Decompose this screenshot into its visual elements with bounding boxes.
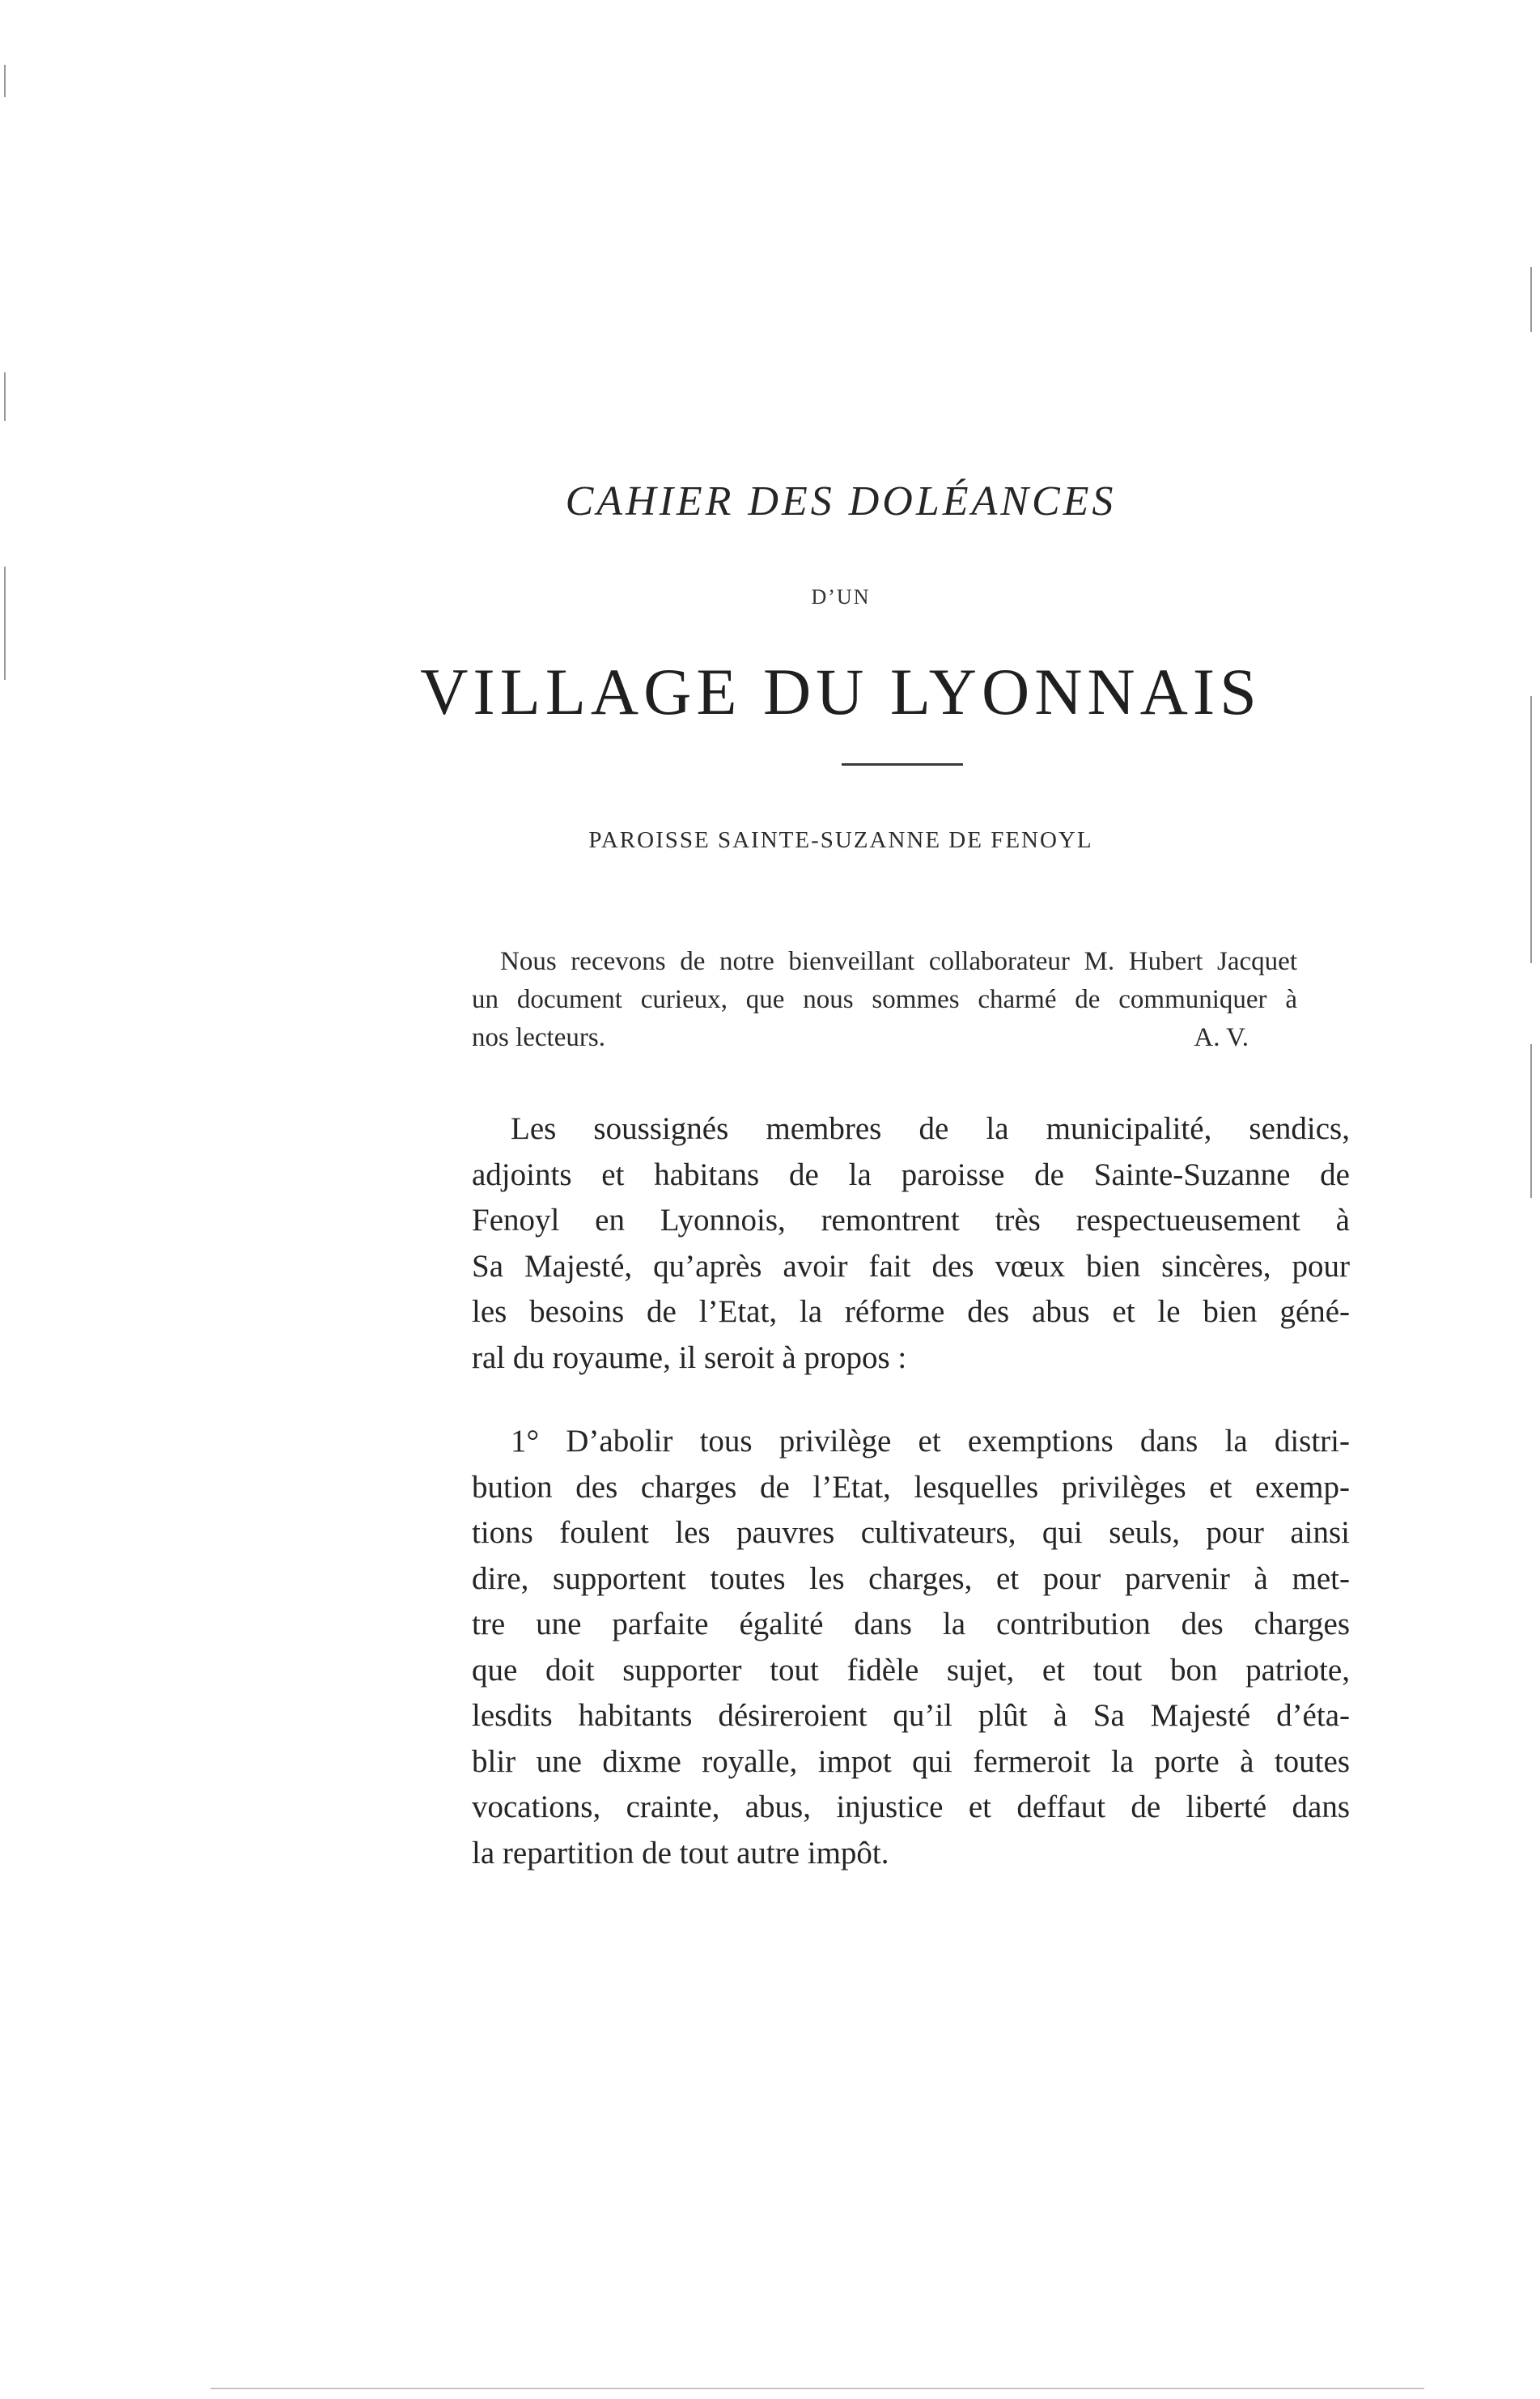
paragraph-line: Sa Majesté, qu’après avoir fait des vœux bien sincères, pour xyxy=(472,1248,1350,1284)
paragraph-line: blir une dixme royalle, impot qui fermeroit la porte à toutes xyxy=(472,1743,1350,1779)
scan-edge-mark xyxy=(1530,267,1532,332)
title-divider xyxy=(842,763,963,766)
scan-edge-mark xyxy=(1530,1044,1532,1198)
title-connector: D’UN xyxy=(811,585,871,609)
editor-note-line: nos lecteurs. xyxy=(472,1023,605,1052)
paragraph-line: tions foulent les pauvres cultivateurs, qui seuls, pour ainsi xyxy=(472,1515,1350,1550)
editor-note-line: un document curieux, que nous sommes charmé de communiquer à xyxy=(472,985,1297,1014)
paragraph-line: Fenoyl en Lyonnois, remontrent très respectueusement à xyxy=(472,1203,1350,1238)
paragraph-line: 1° D’abolir tous privilège et exemptions dans la distri- xyxy=(511,1424,1350,1459)
parish-subtitle: PAROISSE SAINTE-SUZANNE DE FENOYL xyxy=(588,827,1093,853)
paragraph-line: Les soussignés membres de la municipalité, sendics, xyxy=(511,1111,1350,1146)
paragraph-line: vocations, crainte, abus, injustice et deffaut de liberté dans xyxy=(472,1790,1350,1824)
editor-note-line: Nous recevons de notre bienveillant collaborateur M. Hubert Jacquet xyxy=(500,947,1297,976)
paragraph-line: la repartition de tout autre impôt. xyxy=(472,1835,889,1870)
paragraph-article-1 xyxy=(472,1419,1350,1876)
editor-note-last-row xyxy=(472,1019,1297,1057)
paragraph-line: bution des charges de l’Etat, lesquelles privilèges et exemp- xyxy=(472,1469,1350,1505)
page-title: CAHIER DES DOLÉANCES xyxy=(565,478,1117,524)
scan-edge-mark xyxy=(210,2388,1424,2389)
paragraph-line: ral du royaume, il seroit à propos : xyxy=(472,1340,907,1375)
main-title: VILLAGE DU LYONNAIS xyxy=(420,655,1262,728)
scan-edge-mark xyxy=(4,372,6,421)
paragraph-line: les besoins de l’Etat, la réforme des abus et le bien géné- xyxy=(472,1294,1350,1329)
scan-edge-mark xyxy=(4,65,6,97)
paragraph-line: lesdits habitants désireroient qu’il plût à Sa Majesté d’éta- xyxy=(472,1698,1350,1733)
paragraph-line: que doit supporter tout fidèle sujet, et tout bon patriote, xyxy=(472,1652,1350,1688)
editor-signature: A. V. xyxy=(1194,1023,1249,1052)
editor-note xyxy=(472,943,1297,1057)
paragraph-line: tre une parfaite égalité dans la contribution des charges xyxy=(472,1607,1350,1641)
paragraph-line: adjoints et habitans de la paroisse de Sainte-Suzanne de xyxy=(472,1157,1350,1192)
paragraph-preamble xyxy=(472,1106,1350,1381)
paragraph-line: dire, supportent toutes les charges, et pour parvenir à met- xyxy=(472,1560,1350,1596)
